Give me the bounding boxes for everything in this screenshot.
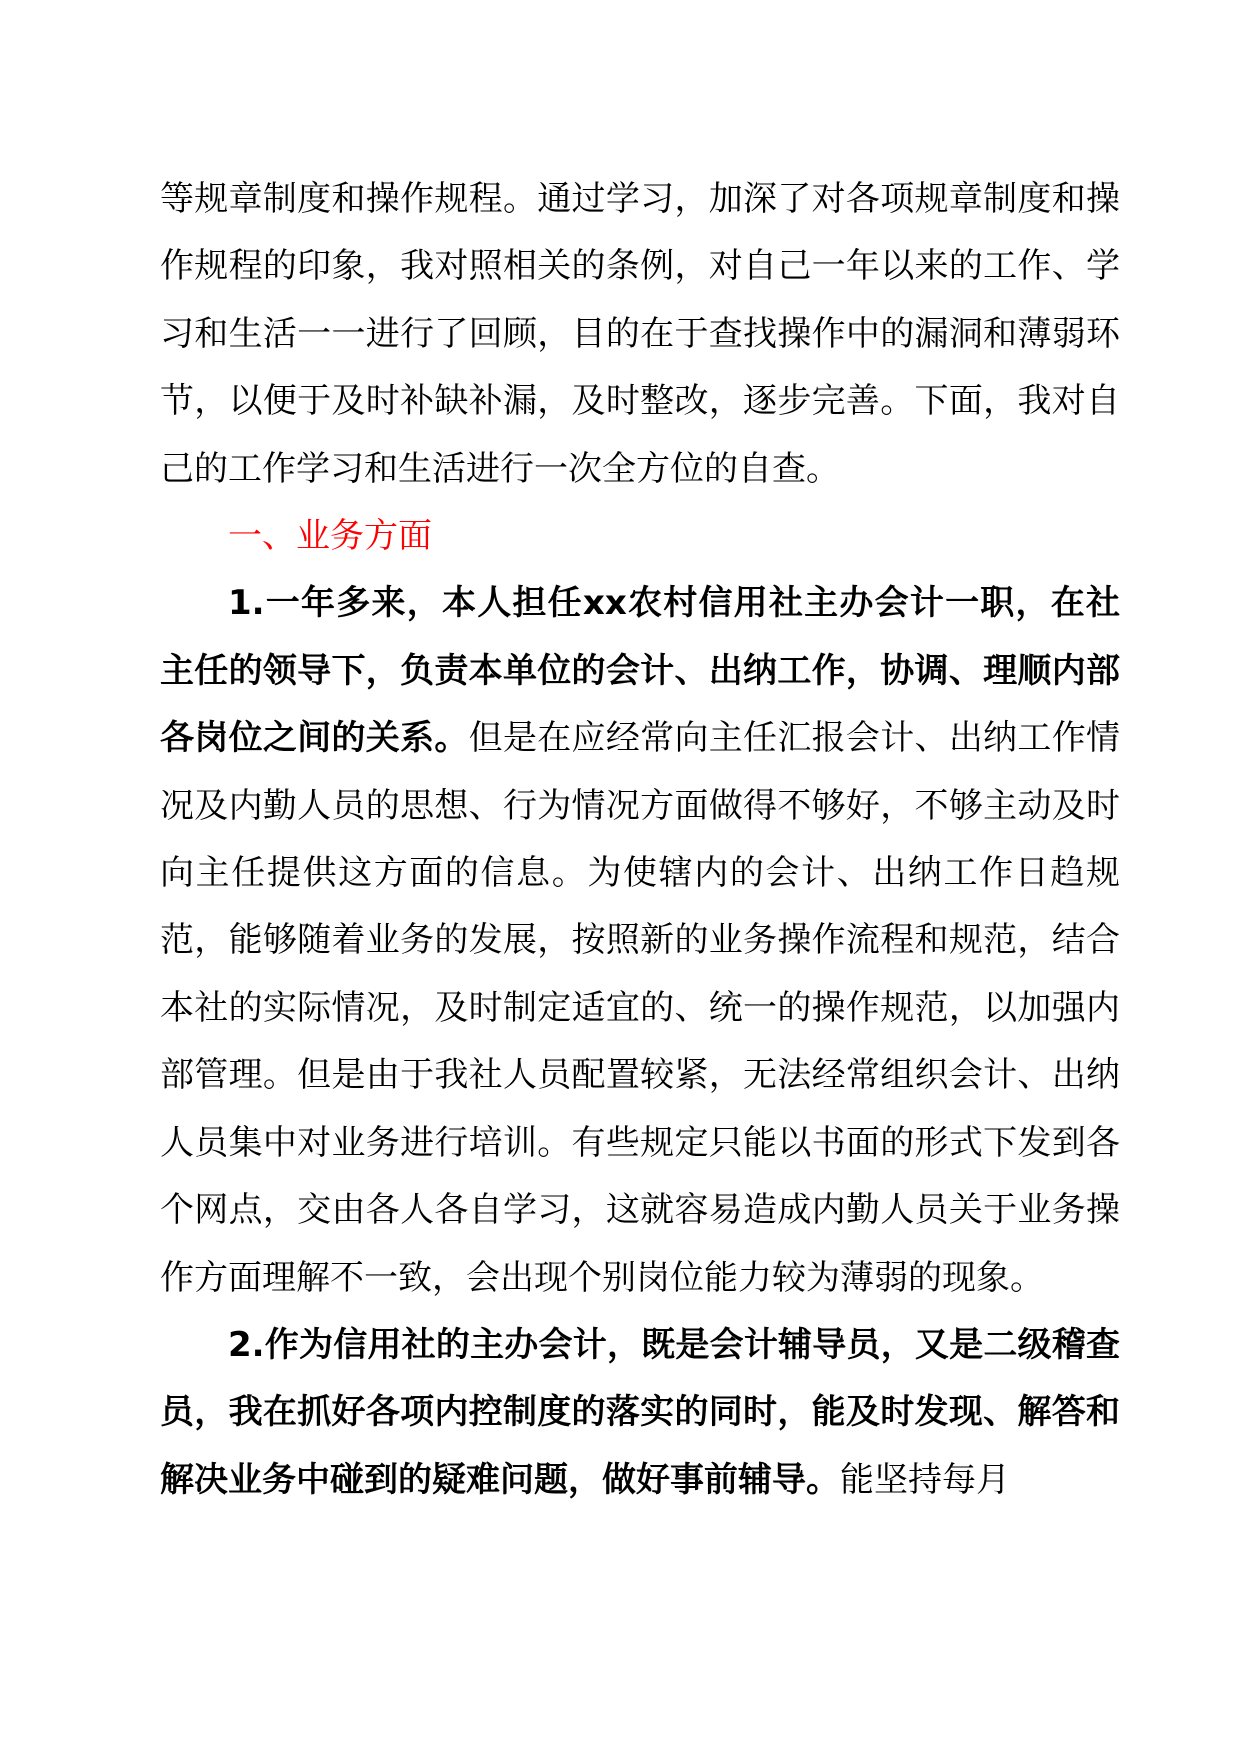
paragraph-item-1-body: 但是在应经常向主任汇报会计、出纳工作情况及内勤人员的思想、行为情况方面做得不够好，不够主动及时向主任提供这方面的信息。为使辖内的会计、出纳工作日趋规范，能够随着业务的发展，按照新的业务操作流程和规范，结合本社的实际情况，及时制定适宜的、统一的操作规范，以加强内部管理。但是由于我社人员配置较紧，无法经常组织会计、出纳人员集中对业务进行培训。有些规定只能以书面的形式下发到各个网点，交由各人各自学习，这就容易造成内勤人员关于业务操作方面理解不一致，会出现个别岗位能力较为薄弱的现象。 (160, 718, 1121, 1298)
section-heading-business: 一、业务方面 (228, 516, 432, 557)
paragraph-item-1 (160, 570, 1120, 1311)
paragraph-intro: 等规章制度和操作规程。通过学习，加深了对各项规章制度和操作规程的印象，我对照相关的条例，对自己一年以来的工作、学习和生活一一进行了回顾，目的在于查找操作中的漏洞和薄弱环节，以便于及时补缺补漏，及时整改，逐步完善。下面，我对自己的工作学习和生活进行一次全方位的自查。 (160, 179, 1120, 489)
paragraph-item-2 (160, 1312, 1120, 1514)
paragraph-item-2-body: 能坚持每月 (840, 1459, 1010, 1500)
paragraph-item-2-lead: 2.作为信用社的主办会计，既是会计辅导员，又是二级稽查员，我在抓好各项内控制度的落实的同时，能及时发现、解答和解决业务中碰到的疑难问题，做好事前辅导。 (160, 1324, 1120, 1500)
document-page (160, 166, 1120, 1514)
paragraph-item-1-lead: 1.一年多来，本人担任xx农村信用社主办会计一职，在社主任的领导下，负责本单位的会计、出纳工作，协调、理顺内部各岗位之间的关系。 (160, 583, 1120, 759)
